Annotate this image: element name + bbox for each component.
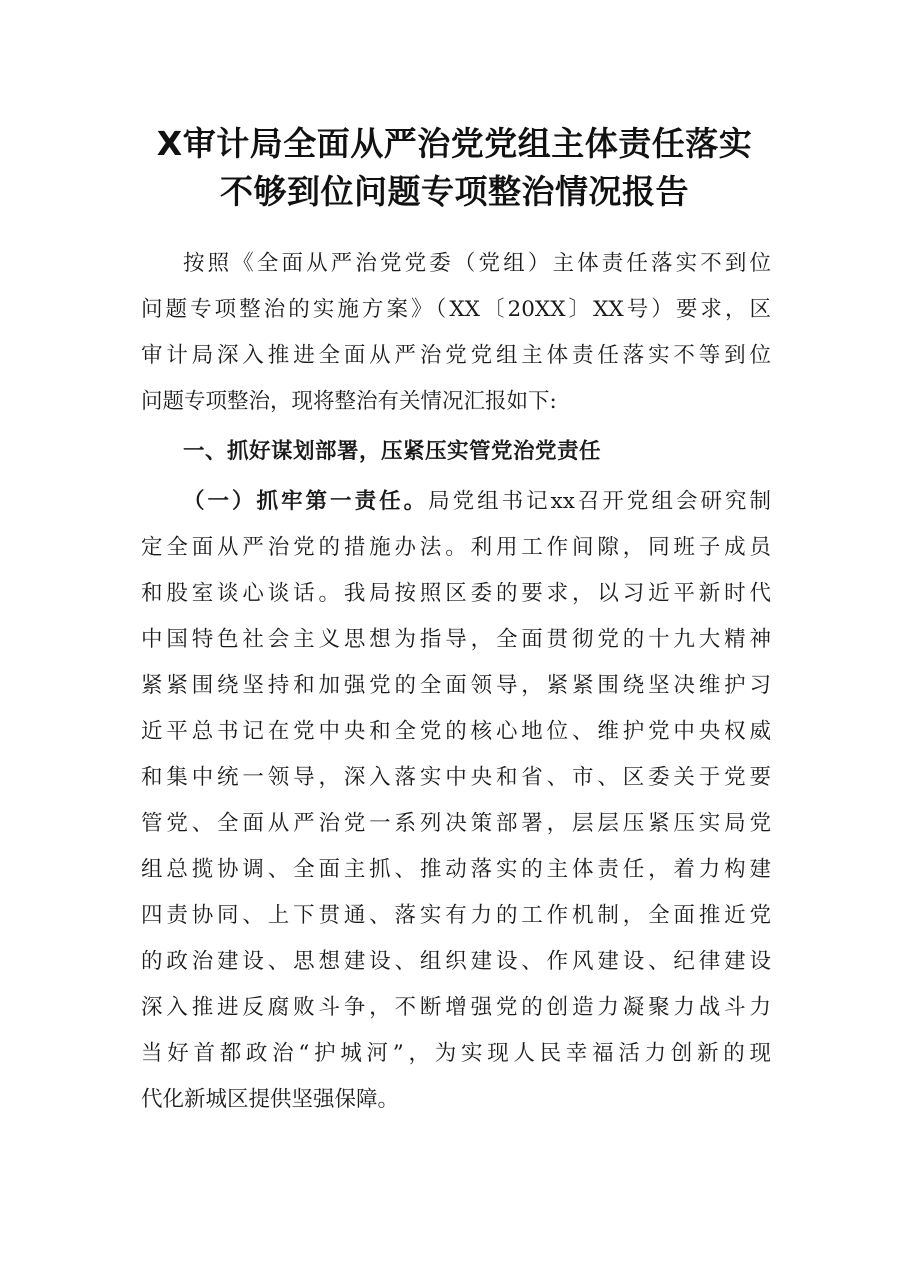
subsection-first-line xyxy=(183,487,771,517)
body-line: 近平总书记在党中央和全党的核心地位、维护党中央权威 xyxy=(141,719,771,744)
body-line: 中国特色社会主义思想为指导，全面贯彻党的十九大精神 xyxy=(141,627,771,652)
document-title-line-2: 不够到位问题专项整治情况报告 xyxy=(220,172,689,211)
intro-line: 问题专项整治的实施方案》（XX〔20XX〕XX号）要求，区 xyxy=(141,297,771,322)
body-line: 和股室谈心谈话。我局按照区委的要求，以习近平新时代 xyxy=(141,581,771,606)
body-line: 的政治建设、思想建设、组织建设、作风建设、纪律建设 xyxy=(141,949,771,974)
intro-line: 问题专项整治，现将整治有关情况汇报如下: xyxy=(141,389,557,414)
body-line: 管党、全面从严治党一系列决策部署，层层压紧压实局党 xyxy=(141,811,771,836)
intro-line: 审计局深入推进全面从严治党党组主体责任落实不等到位 xyxy=(141,343,771,368)
body-line: 深入推进反腐败斗争，不断增强党的创造力凝聚力战斗力 xyxy=(141,995,771,1020)
intro-line: 按照《全面从严治党党委（党组）主体责任落实不到位 xyxy=(183,251,771,276)
subsection-lead: （一）抓牢第一责任。 xyxy=(183,489,429,514)
body-line: 和集中统一领导，深入落实中央和省、市、区委关于党要 xyxy=(141,765,771,790)
body-line: 紧紧围绕坚持和加强党的全面领导，紧紧围绕坚决维护习 xyxy=(141,673,771,698)
body-line: 代化新城区提供坚强保障。 xyxy=(141,1087,400,1112)
body-line: 定全面从严治党的措施办法。利用工作间隙，同班子成员 xyxy=(141,535,771,560)
document-title-line-1: X审计局全面从严治党党组主体责任落实 xyxy=(156,124,753,163)
subsection-first-line-rest: 局党组书记xx召开党组会研究制 xyxy=(428,489,771,514)
body-line: 当好首都政治“护城河”，为实现人民幸福活力创新的现 xyxy=(141,1041,771,1066)
body-line: 组总揽协调、全面主抓、推动落实的主体责任，着力构建 xyxy=(141,857,771,882)
section-heading: 一、抓好谋划部署，压紧压实管党治党责任 xyxy=(183,439,602,464)
body-line: 四责协同、上下贯通、落实有力的工作机制，全面推近党 xyxy=(141,903,771,928)
